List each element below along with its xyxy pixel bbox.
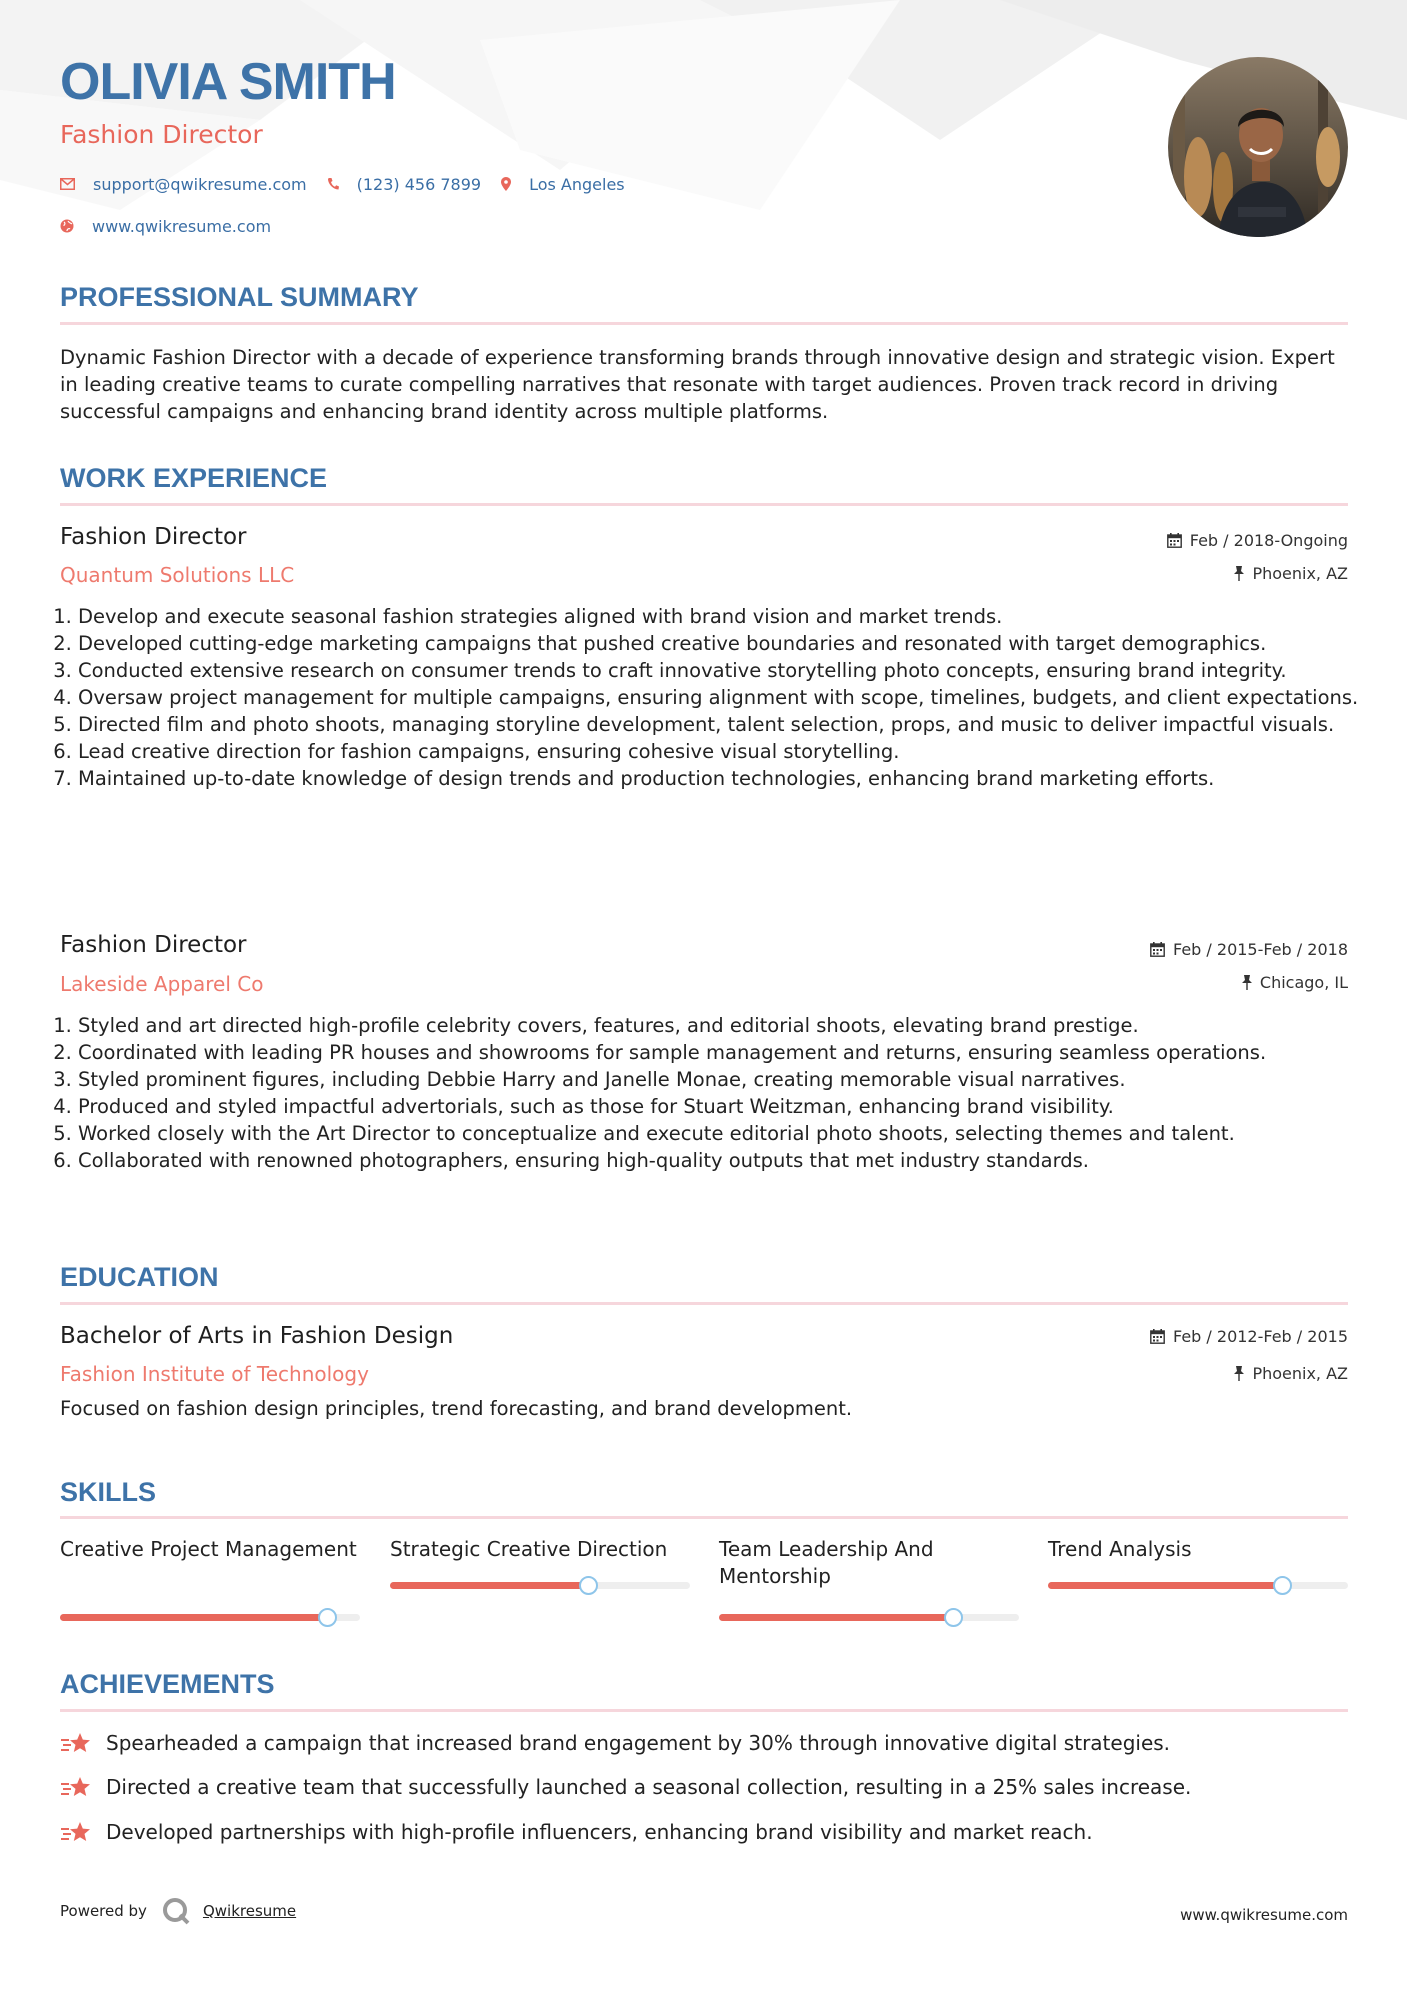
list-item: 1. Develop and execute seasonal fashion strategies aligned with brand vision and market trends. — [78, 603, 1366, 630]
achievements-heading: ACHIEVEMENTS — [60, 1669, 275, 1699]
skill-1-bar — [60, 1614, 360, 1621]
website-row — [60, 214, 291, 238]
phone-text: (123) 456 7899 — [356, 174, 482, 194]
map-pin-icon — [501, 177, 511, 191]
footer-website[interactable]: www.qwikresume.com — [1180, 1906, 1348, 1924]
education-degree: Bachelor of Arts in Fashion Design — [60, 1323, 454, 1349]
skill-2 — [390, 1536, 690, 1563]
website-contact[interactable] — [60, 217, 271, 236]
skill-3-bar — [719, 1614, 1019, 1621]
experience-heading: WORK EXPERIENCE — [60, 463, 328, 493]
job-2-dates-text: Feb / 2015-Feb / 2018 — [1173, 940, 1348, 959]
job-2-company: Lakeside Apparel Co — [60, 972, 264, 996]
skill-2-knob — [579, 1576, 598, 1595]
education-location-text: Phoenix, AZ — [1252, 1364, 1348, 1383]
skill-4-bar — [1048, 1582, 1348, 1589]
education-dates-text: Feb / 2012-Feb / 2015 — [1173, 1327, 1348, 1346]
powered-by-label: Powered by — [60, 1902, 147, 1920]
list-item: 5. Worked closely with the Art Director to conceptualize and execute editorial photo shoots, selecting themes and talent. — [78, 1120, 1366, 1147]
experience-divider — [60, 503, 1348, 506]
education-location — [1234, 1364, 1348, 1383]
shooting-star-icon — [60, 1775, 92, 1799]
list-item: 4. Produced and styled impactful advertorials, such as those for Stuart Weitzman, enhancing brand visibility. — [78, 1093, 1366, 1120]
skill-2-fill — [390, 1582, 588, 1589]
list-item: 3. Conducted extensive research on consumer trends to craft innovative storytelling photo concepts, ensuring brand integrity. — [78, 657, 1366, 684]
education-dates — [1150, 1327, 1348, 1346]
skill-4-fill — [1048, 1582, 1282, 1589]
qwikresume-logo-icon — [161, 1896, 191, 1926]
skill-2-bar — [390, 1582, 690, 1589]
skill-4-label: Trend Analysis — [1048, 1537, 1192, 1561]
envelope-icon — [60, 178, 75, 190]
job-1-dates — [1167, 531, 1348, 550]
skill-1-knob — [318, 1608, 337, 1627]
skill-3 — [719, 1536, 1019, 1590]
skills-heading: SKILLS — [60, 1477, 157, 1507]
achievement-text: Directed a creative team that successfully launched a seasonal collection, resulting in a 25% sales increase. — [106, 1775, 1192, 1799]
skill-4 — [1048, 1536, 1348, 1563]
list-item: 4. Oversaw project management for multiple campaigns, ensuring alignment with scope, timelines, budgets, and client expectations. — [78, 684, 1366, 711]
skill-2-label: Strategic Creative Direction — [390, 1537, 668, 1561]
skills-divider — [60, 1516, 1348, 1519]
job-1-company: Quantum Solutions LLC — [60, 563, 295, 587]
achievements-divider — [60, 1709, 1348, 1712]
skill-3-knob — [944, 1608, 963, 1627]
job-1-dates-text: Feb / 2018-Ongoing — [1189, 531, 1348, 550]
email-contact[interactable] — [60, 175, 307, 194]
list-item: 3. Styled prominent figures, including Debbie Harry and Janelle Monae, creating memorable visual narratives. — [78, 1066, 1366, 1093]
calendar-icon — [1167, 533, 1182, 548]
job-2-title: Fashion Director — [60, 932, 247, 958]
job-1-location-text: Phoenix, AZ — [1252, 564, 1348, 583]
calendar-icon — [1150, 942, 1165, 957]
achievement-item — [60, 1731, 1170, 1755]
globe-icon — [60, 219, 74, 233]
achievement-text: Developed partnerships with high-profile influencers, enhancing brand visibility and market reach. — [106, 1820, 1093, 1844]
phone-contact[interactable] — [327, 175, 481, 194]
pushpin-icon — [1242, 975, 1252, 990]
achievement-text: Spearheaded a campaign that increased brand engagement by 30% through innovative digital strategies. — [106, 1731, 1171, 1755]
pushpin-icon — [1234, 1366, 1244, 1381]
location-text: Los Angeles — [529, 174, 625, 194]
list-item: 2. Coordinated with leading PR houses and showrooms for sample management and returns, ensuring seamless operations. — [78, 1039, 1366, 1066]
skill-3-label: Team Leadership And Mentorship — [719, 1537, 934, 1588]
education-description: Focused on fashion design principles, trend forecasting, and brand development. — [60, 1397, 853, 1420]
pushpin-icon — [1234, 566, 1244, 581]
summary-text: Dynamic Fashion Director with a decade of experience transforming brands through innovative design and strategic vision. Expert in leading creative teams to curate compelling narratives that resonate with target audiences. Proven track record in driving successful campaigns and enhancing brand identity across multiple platforms. — [60, 346, 1335, 423]
shooting-star-icon — [60, 1820, 92, 1844]
job-2-dates — [1150, 940, 1348, 959]
summary-heading: PROFESSIONAL SUMMARY — [60, 282, 419, 312]
job-2-location-text: Chicago, IL — [1259, 973, 1348, 992]
job-2-bullets — [60, 1012, 1366, 1174]
location-contact — [501, 175, 625, 194]
achievement-item — [60, 1775, 1191, 1799]
skill-1 — [60, 1536, 360, 1563]
skill-3-fill — [719, 1614, 953, 1621]
calendar-icon — [1150, 1329, 1165, 1344]
footer-powered-by — [60, 1896, 296, 1926]
job-1-title: Fashion Director — [60, 524, 247, 550]
email-text: support@qwikresume.com — [93, 174, 307, 194]
summary-divider — [60, 322, 1348, 325]
list-item: 5. Directed film and photo shoots, managing storyline development, talent selection, props, and music to deliver impactful visuals. — [78, 711, 1366, 738]
education-school: Fashion Institute of Technology — [60, 1362, 369, 1386]
contact-row — [60, 172, 645, 196]
list-item: 2. Developed cutting-edge marketing campaigns that pushed creative boundaries and resonated with target demographics. — [78, 630, 1366, 657]
skill-1-label: Creative Project Management — [60, 1537, 357, 1561]
qwikresume-link[interactable]: Qwikresume — [202, 1902, 297, 1920]
list-item: 6. Collaborated with renowned photographers, ensuring high-quality outputs that met industry standards. — [78, 1147, 1366, 1174]
shooting-star-icon — [60, 1731, 92, 1755]
job-1-bullets — [60, 603, 1366, 792]
job-1-location — [1234, 564, 1348, 583]
profile-photo-image — [1168, 57, 1348, 237]
phone-icon — [327, 177, 339, 191]
job-2-location — [1242, 973, 1348, 992]
education-heading: EDUCATION — [60, 1262, 219, 1292]
profile-photo — [1168, 57, 1348, 237]
skill-4-knob — [1273, 1576, 1292, 1595]
list-item: 7. Maintained up-to-date knowledge of design trends and production technologies, enhancing brand marketing efforts. — [78, 765, 1366, 792]
skill-1-fill — [60, 1614, 327, 1621]
education-divider — [60, 1302, 1348, 1305]
list-item: 1. Styled and art directed high-profile celebrity covers, features, and editorial shoots, elevating brand prestige. — [78, 1012, 1366, 1039]
list-item: 6. Lead creative direction for fashion campaigns, ensuring cohesive visual storytelling. — [78, 738, 1366, 765]
achievement-item — [60, 1820, 1093, 1844]
candidate-name: OLIVIA SMITH — [60, 53, 396, 111]
website-text: www.qwikresume.com — [92, 216, 272, 236]
candidate-role: Fashion Director — [60, 120, 263, 149]
